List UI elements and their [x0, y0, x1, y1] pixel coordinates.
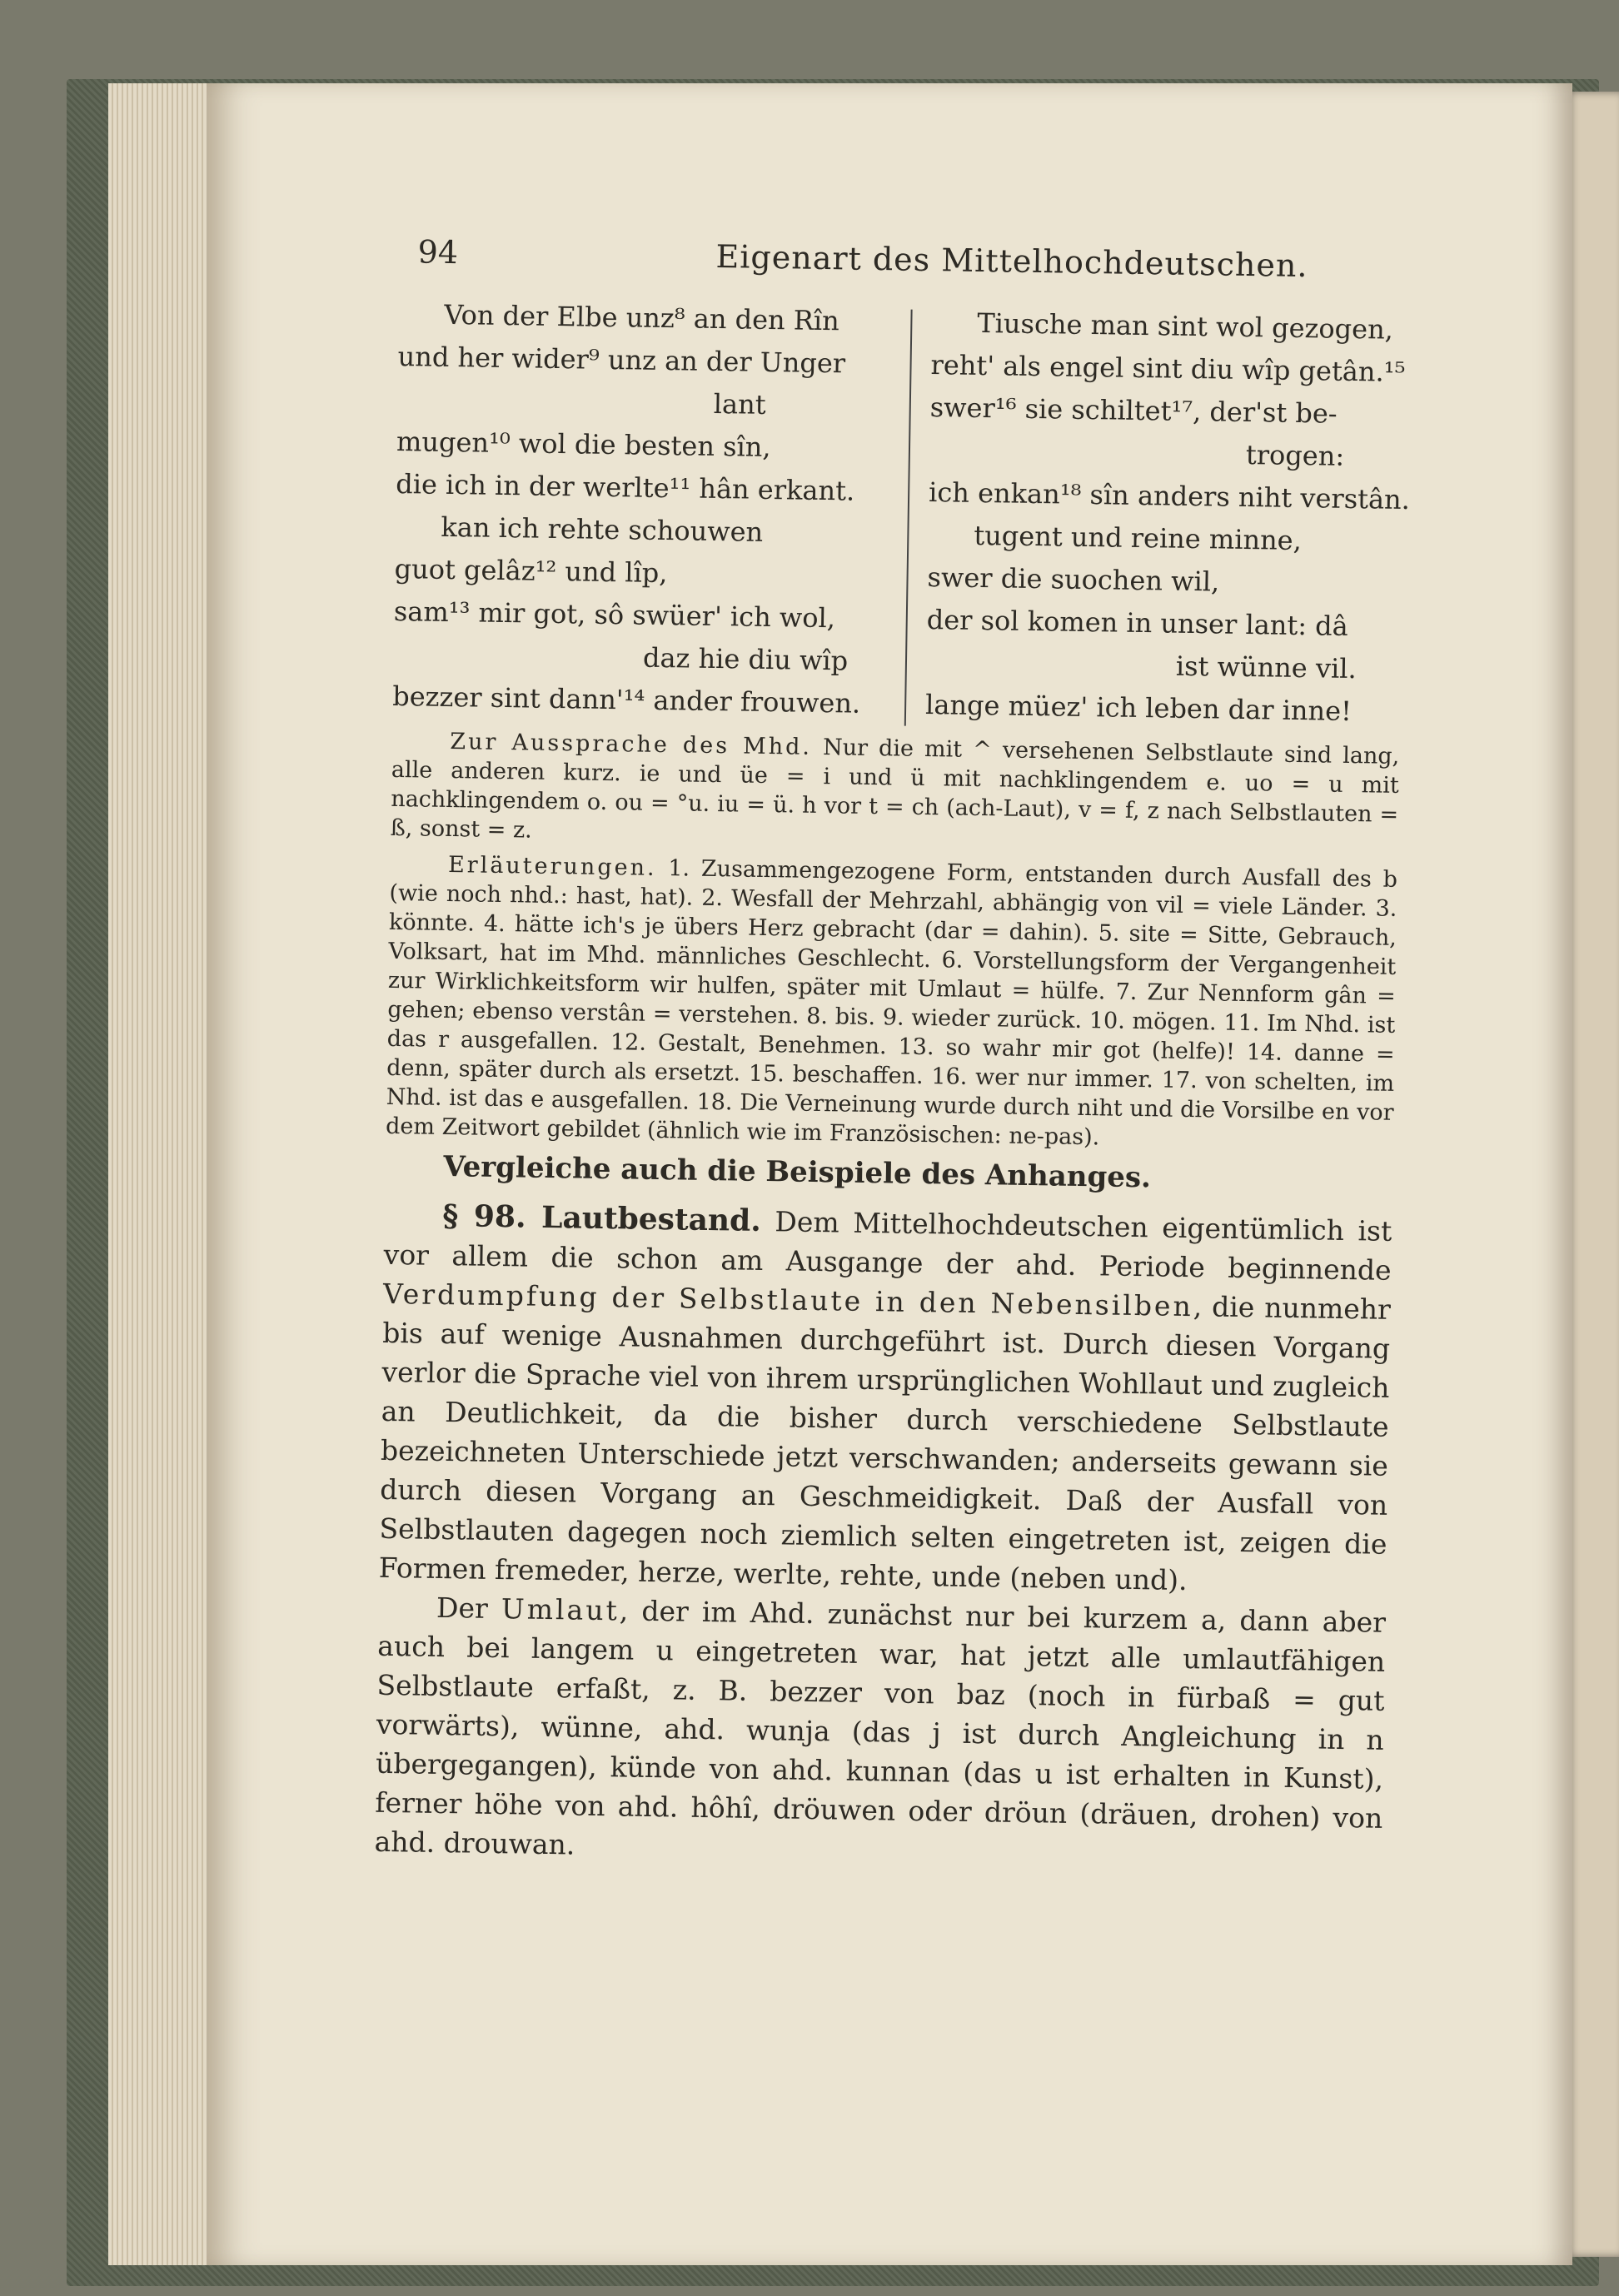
page-edges-right	[1566, 92, 1619, 2257]
poem-line-right: ich enkan¹⁸ sîn anders niht verstân.	[928, 476, 1411, 516]
poem-line-right: trogen:	[1245, 438, 1345, 472]
poem-line-left: die ich in der werlte¹¹ hân erkant.	[395, 467, 855, 507]
page-text-area	[374, 233, 1411, 1877]
column-divider	[904, 310, 913, 726]
para2-text-a: Der	[436, 1591, 489, 1625]
para1-text-a: Dem Mittelhochdeutschen eigentümlich ist vor allem die schon am Ausgange der ahd. Periode beginnende	[383, 1205, 1392, 1287]
poem-column-right	[924, 301, 1411, 734]
notes-text: 1. Zusammengezogene Form, entstanden durch Ausfall des b (wie noch nhd.: hast, hat). 2. Wesfall der Mehrzahl, abhängig von vil = viele Länder. 3. könnte. 4. hätte ich's je übers Herz gebracht (dar = dahin). 5. site = Sitte, Gebrauch, Volksart, hat im Mhd. männliches Geschlecht. 6. Vorstellungsform der Vergangenheit zur Wirklichkeitsform wir hulfen, später mit Umlaut = hülfe. 7. Zur Nennform gân = gehen; ebenso verstân = verstehen. 8. bis. 9. wieder zurück. 10. mögen. 11. Im Nhd. ist das r ausgefallen. 12. Gestalt, Benehmen. 13. so wahr mir got (helfe)! 14. danne = denn, später durch als ersetzt. 15. beschaffen. 16. wer nur immer. 17. von schelten, im Nhd. ist das e ausgefallen. 18. Die Verneinung wurde durch niht und die Vorsilbe en vor dem Zeitwort gebildet (ähnlich wie im Französischen: ne-pas).	[385, 855, 1398, 1151]
poem-line-left: mugen¹⁰ wol die besten sîn,	[396, 425, 771, 464]
poem	[391, 293, 1411, 742]
compare-line: Vergleiche auch die Beispiele des Anhanges.	[443, 1149, 1152, 1195]
poem-line-right: ist wünne vil.	[1175, 650, 1357, 685]
poem-line-right: reht' als engel sint diu wîp getân.¹⁵	[930, 349, 1406, 388]
poem-line-left: sam¹³ mir got, sô swüer' ich wol,	[393, 595, 836, 635]
para2-text-b: , der im Ahd. zunächst nur bei kurzem a, dann aber auch bei langem u eingetreten war, hat jetzt alle umlautfähigen Selbstlaute erfaßt, z. B. bezzer von baz (noch in fürbaß = gut vorwärts), wünne, ahd. wunja (das j ist durch Angleichung in n übergegangen), künde von ahd. kunnan (das u ist erhalten in Kunst), ferner höhe von ahd. hôhî, dröuwen oder dröun (dräuen, drohen) von ahd. drouwan.	[374, 1594, 1387, 1861]
pronunciation-text: Nur die mit ^ versehenen Selbstlaute sind lang, alle anderen kurz. ie und üe = i und ü mit nachklingendem e. uo = u mit nachklingendem o. ou = °u. iu = ü. h vor t = ch (ach-Laut), v = f, z nach Selbstlauten = ß, sonst = z.	[390, 735, 1400, 844]
para2-term: Umlaut	[501, 1592, 620, 1627]
explanatory-notes	[386, 849, 1397, 1157]
poem-line-right: tugent und reine minne,	[974, 519, 1303, 557]
notes-heading: Erläuterungen.	[447, 852, 657, 881]
poem-line-left: und her wider⁹ unz an der Unger	[397, 340, 846, 380]
pronunciation-heading: Zur Aussprache des Mhd.	[450, 729, 813, 760]
page-number: 94	[417, 233, 459, 271]
poem-line-right: Tiusche man sint wol gezogen,	[977, 306, 1394, 346]
poem-line-right: swer die suochen wil,	[927, 561, 1220, 598]
para1-term: Verdumpfung der Selbstlaute in den Nebensilben	[382, 1277, 1194, 1323]
poem-line-left: daz hie diu wîp	[642, 641, 849, 677]
section-98-paragraph-1	[378, 1196, 1392, 1603]
poem-line-right: lange müez' ich leben dar inne!	[924, 688, 1352, 728]
poem-line-left: Von der Elbe unz⁸ an den Rîn	[444, 298, 840, 337]
poem-line-left: bezzer sint dann'¹⁴ ander frouwen.	[391, 680, 861, 720]
poem-line-left: kan ich rehte schouwen	[441, 510, 764, 548]
para1-text-b: , die nunmehr bis auf wenige Ausnahmen durchgeführt ist. Durch diesen Vorgang verlor die Sprache viel von ihrem ursprünglichen Wohllaut und zugleich an Deutlichkeit, da die bisher durch verschiedene Selbstlaute bezeichneten Unterschiede jetzt verschwanden; anderseits gewann sie durch diesen Vorgang an Geschmeidigkeit. Daß der Ausfall von Selbstlauten dagegen noch ziemlich selten eingetreten ist, zeigen die Formen fremeder, herze, werlte, rehte, unde (neben und).	[378, 1290, 1392, 1597]
poem-line-right: der sol komen in unser lant: dâ	[926, 603, 1349, 642]
pronunciation-note	[391, 726, 1400, 859]
page-edges-left	[108, 83, 208, 2265]
poem-line-left: lant	[713, 387, 766, 421]
poem-column-left	[392, 293, 890, 725]
poem-line-left: guot gelâz¹² und lîp,	[394, 552, 668, 590]
section-98-heading: § 98. Lautbestand.	[442, 1198, 762, 1238]
running-title: Eigenart des Mittelhochdeutschen.	[715, 237, 1308, 285]
section-98-paragraph-2	[374, 1587, 1386, 1877]
poem-line-right: swer¹⁶ sie schiltet¹⁷, der'st be-	[929, 391, 1338, 430]
